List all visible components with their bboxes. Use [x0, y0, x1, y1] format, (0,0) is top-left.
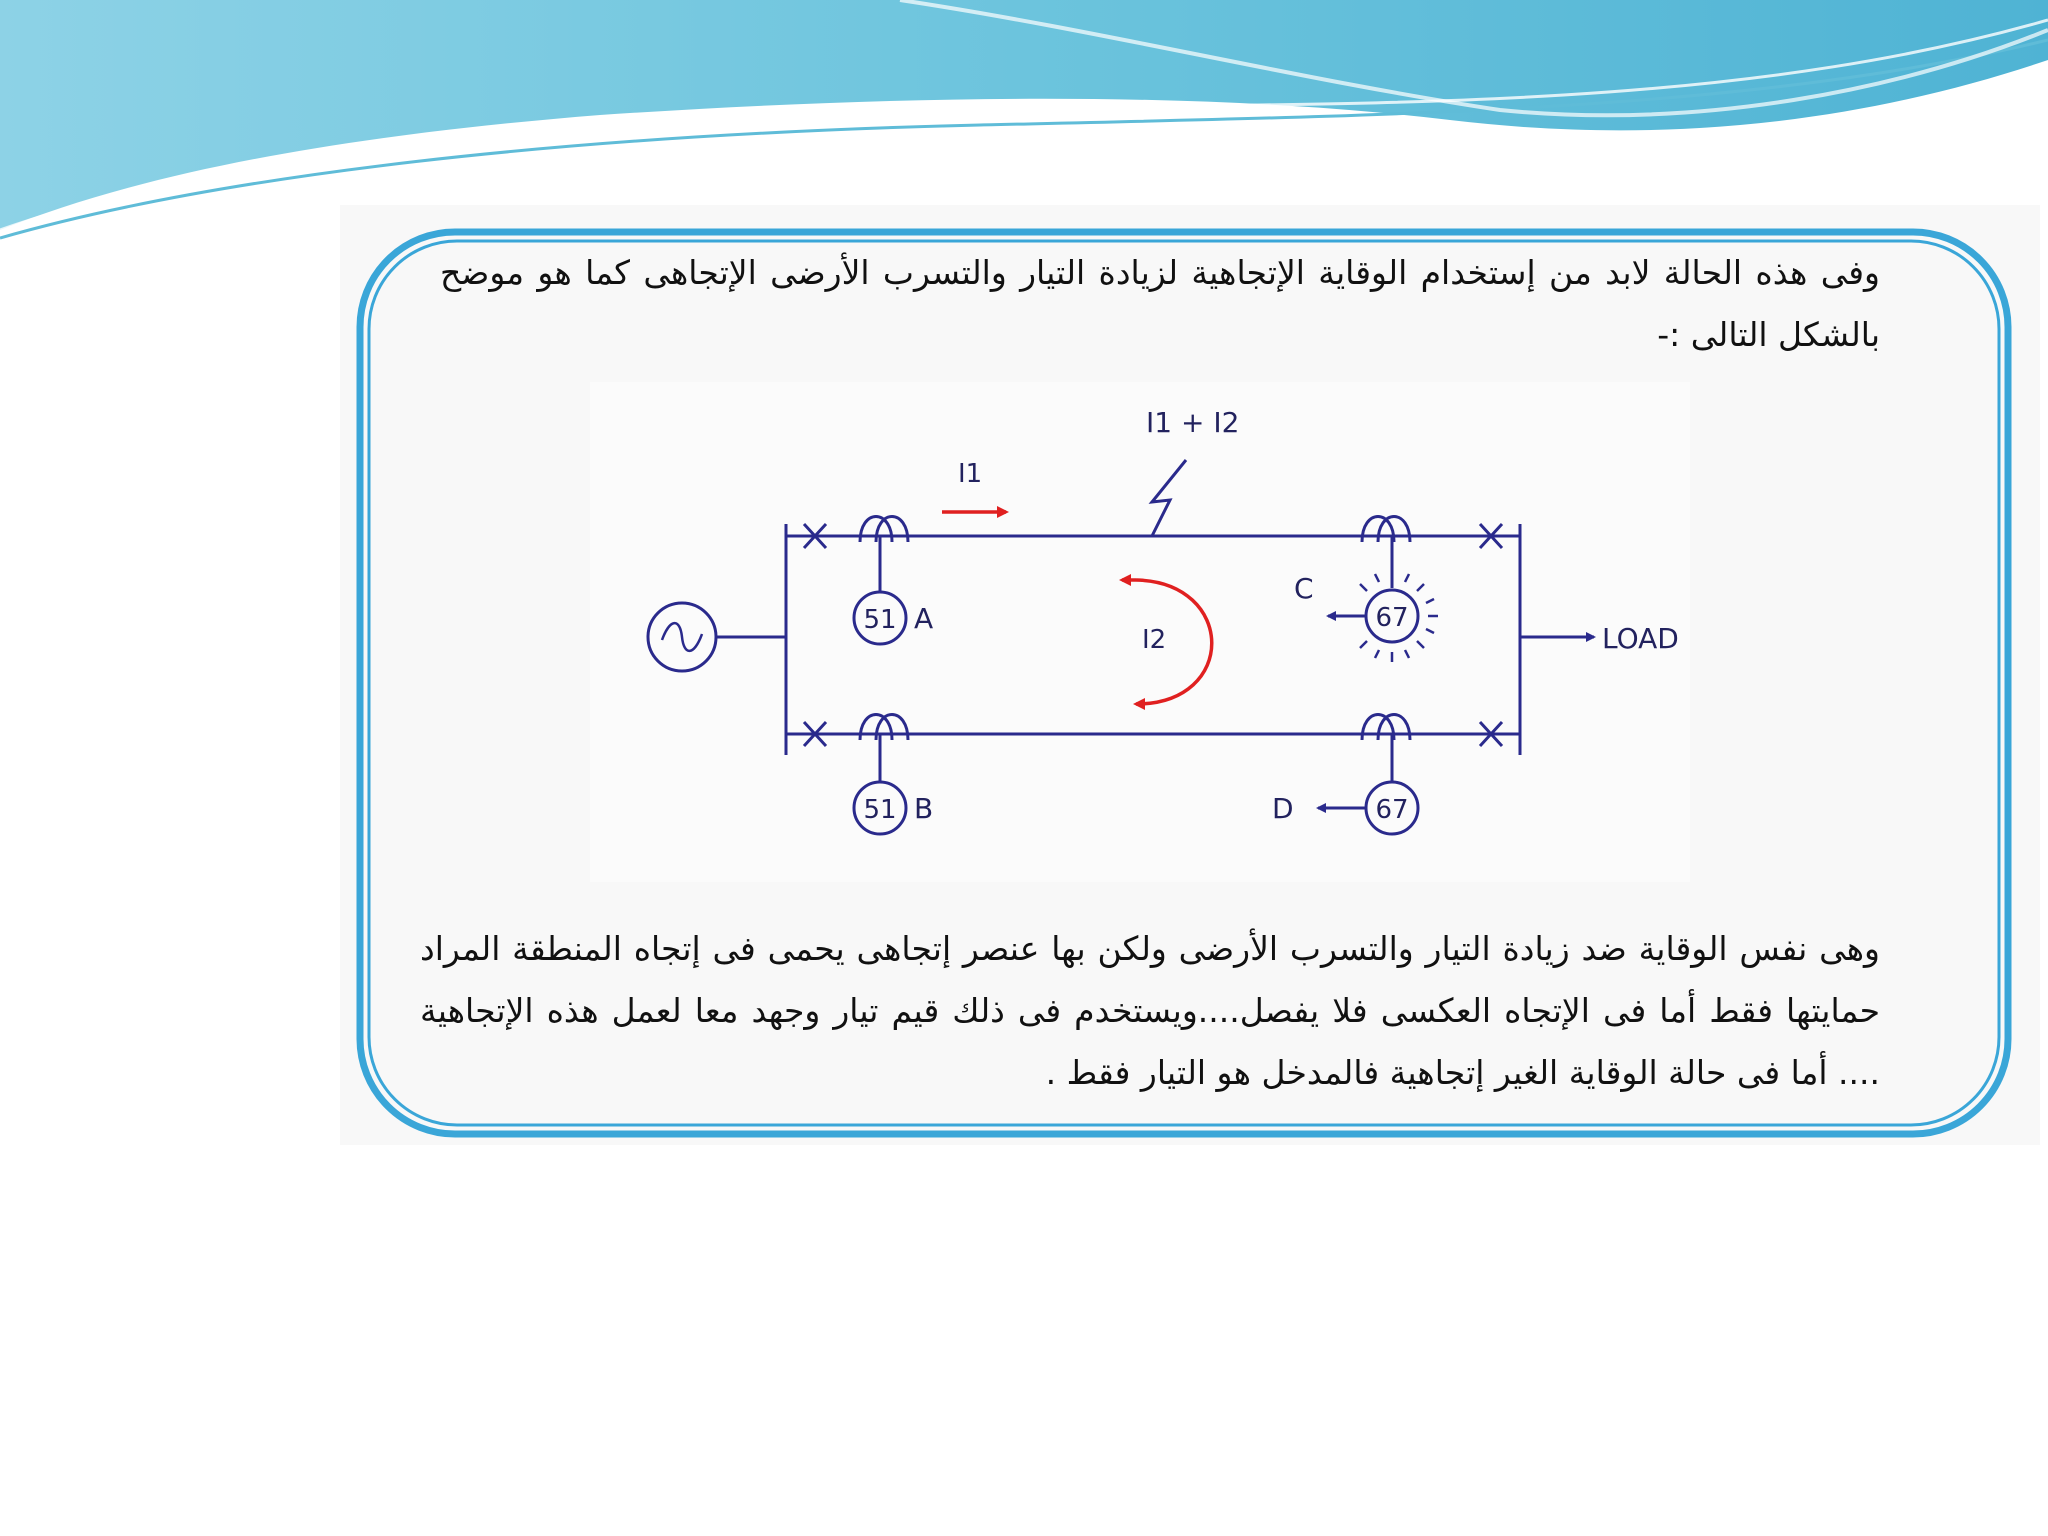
relay-c-tag: C — [1294, 572, 1314, 605]
current-i2-label: I2 — [1142, 625, 1167, 655]
current-transformer-icon — [1362, 517, 1410, 589]
intro-paragraph: وفى هذه الحالة لابد من إستخدام الوقاية الإتجاهية لزيادة التيار والتسرب الأرضى الإتجاهى كما هو موضح بالشكل التالى :- — [440, 253, 1880, 354]
relay-d-code: 67 — [1375, 795, 1409, 825]
relay-a-tag: A — [914, 602, 934, 635]
relay-b-code: 51 — [863, 795, 897, 825]
load-label: LOAD — [1602, 622, 1679, 655]
fault-current-label: I1 + I2 — [1146, 406, 1240, 439]
header-wave-decoration — [0, 0, 2048, 240]
current-transformer-icon — [860, 517, 908, 593]
fault-lightning-icon — [1152, 460, 1186, 536]
current-transformer-icon — [1362, 715, 1410, 783]
relay-c-code: 67 — [1375, 603, 1409, 633]
explanation-paragraph: وهى نفس الوقاية ضد زيادة التيار والتسرب الأرضى ولكن بها عنصر إتجاهى يحمى فى إتجاه المنطقة المراد حمايتها فقط أما فى الإتجاه العكسى فلا يفصل....ويستخدم فى ذلك قيم تيار وجهد معا لعمل هذه الإتجاهية .... أما فى حالة الوقاية الغير إتجاهية فالمدخل هو التيار فقط . — [420, 929, 1880, 1092]
relay-d-tag: D — [1272, 792, 1294, 825]
current-transformer-icon — [860, 715, 908, 783]
relay-b-tag: B — [914, 792, 934, 825]
relay-a-code: 51 — [863, 605, 897, 635]
current-i1-label: I1 — [958, 459, 983, 489]
protection-diagram — [590, 382, 1690, 882]
